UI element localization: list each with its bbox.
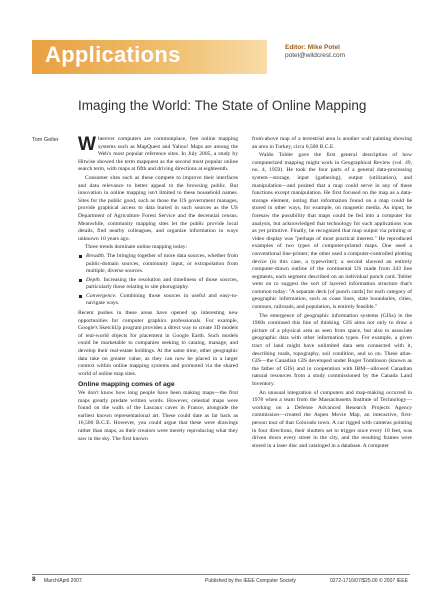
author-byline: Tom Geller	[32, 137, 59, 143]
list-term: Depth.	[86, 276, 102, 283]
drop-cap: W	[78, 134, 96, 155]
paragraph: The emergence of geographic information systems (GISs) in the 1960s continued this line of thinking. GIS aims not only to draw a picture of a physical area as seen from space, but also to associate geographic data with other information types. For example, a given tract of land might have unlimited data sets connected with it, describing roads, topography, soil condition, and so on. These atlas-GIS—the Canadian GIS developed under Roger Tomlinson (known as the father of GIS) and in cooperation with IBM—allowed Canadian natural resources from a study commissioned by the Canada Land Inventory.	[252, 312, 412, 387]
paragraph: An unusual integration of computers and map-making occurred in 1978 when a team from the Massachusetts Institute of Technology—working on a Defense Advanced Research Projects Agency commission—created the Aspen Movie Map, an interactive, first-person tour of that Colorado town. A car rigged with cameras pointing in four directions, their shutters set to trigger once every 10 feet, was driven down every street in the city, and the resulting frames were stored in a laser disc and cataloged in a database. A computer	[252, 389, 412, 449]
editor-email: potel@wildcrest.com	[285, 52, 346, 59]
article-column-1	[78, 136, 238, 444]
bullet-square-icon	[79, 255, 82, 258]
bullet-square-icon	[79, 295, 82, 298]
page-number: 8	[32, 576, 36, 583]
list-text: The bringing together of more data sources, whether from public-domain sources, community input, or extrapolation from multiple, diverse sources.	[86, 252, 238, 275]
paragraph-text: herever computers are commonplace, free online mapping systems such as MapQuest and Yahoo! Maps are among the Web's most popular reference sites. In July 2005, a study by Hitwise showed the term mapquest as the second most popular online search term, with maps at fifth and driving directions at eighteenth.	[78, 136, 238, 173]
issue-date: March/April 2007	[44, 578, 82, 584]
list-text: Increasing the resolution and timeliness of those sources, particularly those relating to site photography.	[86, 276, 238, 291]
editor-name: Editor: Mike Potel	[285, 44, 340, 51]
department-title: Applications	[45, 42, 181, 67]
footer-rule	[32, 574, 410, 575]
trend-list	[78, 253, 238, 308]
publisher-line: Published by the IEEE Computer Society	[205, 578, 296, 584]
paragraph: Waldo Tobler gave the first general description of how computerized mapping might work in Geographical Review (vol. 49, no. 4, 1959). He took the four parts of a general data-processing system—storage, input (gathering), output (utilization), and manipulation—and posited that a map could serve in any of these functions except manipulation. He first focused on the map as a data-storage element, noting that information found on a map could be stored in other ways, for example, on magnetic media. As input, he foresaw the possibility that maps could be fed into a computer for analysis, but acknowledged that technology for such applications was as yet primitive. Finally, he recognized that map output via printing or video display was "perhaps of most practical interest." He reproduced examples of two types of computer-printed maps. One used a conventional line-printer; the other used a computer-controlled plotting device (in this case, a typewriter); a second showed an entirely computer-drawn outline of the continental US made from 343 line segments, each segment described on an individual punch card. Tobler went on to suggest the sort of layered information structure that's common today: "A separate deck [of punch cards] for each category of geographic information, such as coast lines, state boundaries, cities, contours, railroads, and population, is entirely feasible."	[252, 152, 412, 311]
list-item	[78, 277, 238, 292]
issn-line: 0272-1716/07/$25.00 © 2007 IEEE	[330, 578, 408, 584]
list-term: Breadth.	[86, 252, 106, 259]
editor-credit	[285, 44, 345, 60]
bullet-square-icon	[79, 279, 82, 282]
list-item	[78, 253, 238, 276]
paragraph: Three trends dominate online mapping today:	[85, 244, 188, 251]
paragraph	[78, 136, 238, 174]
list-term: Convergence.	[86, 292, 117, 299]
paragraph: We don't know how long people have been making maps—the first maps greatly predate written words. However, celestial maps were found on the walls of the Lascaux caves in France, alongside the earliest known representational art. These could date as far back as 16,500 B.C.E. However, you could argue that these were drawings rather than maps, as their creators were merely reproducing what they saw in the sky. The first known	[78, 390, 238, 442]
article-column-2	[252, 136, 412, 451]
paragraph: from-above map of a terrestrial area is another wall painting showing an area in Turkey, circa 6,500 B.C.E.	[252, 136, 412, 150]
list-item	[78, 293, 238, 308]
paragraph: Recent pushes in these areas have opened up interesting new opportunities for computer graphics professionals. For example, Google's SketchUp program provides a direct way to create 3D models of real-world objects for placement in Google Earth. Such models could be marketable to companies seeking to catalog, manage, and develop their real-estate holdings. At the same time, other geographic data take on greater value, as they can now be placed in a larger context within online mapping systems and promoted via the shared world of online map sites.	[78, 310, 238, 377]
section-heading: Online mapping comes of age	[78, 381, 175, 389]
article-headline: Imaging the World: The State of Online Mapping	[78, 98, 367, 113]
list-text: Combining those sources in useful and easy-to-navigate ways.	[86, 292, 238, 307]
paragraph: Consumer sites such as these compete to improve their interfaces and data relevance to better appeal to the browsing public. But innovation in online mapping isn't limited to these household names. Sites for the public good, such as those the US government manages, provide graphical access to data buried in such sources as the US Department of Agriculture Forest Service and the decennial census. Meanwhile, community mapping sites let the public provide local details, find nearby colleagues, and organize information in ways unknown 10 years ago.	[78, 174, 238, 242]
